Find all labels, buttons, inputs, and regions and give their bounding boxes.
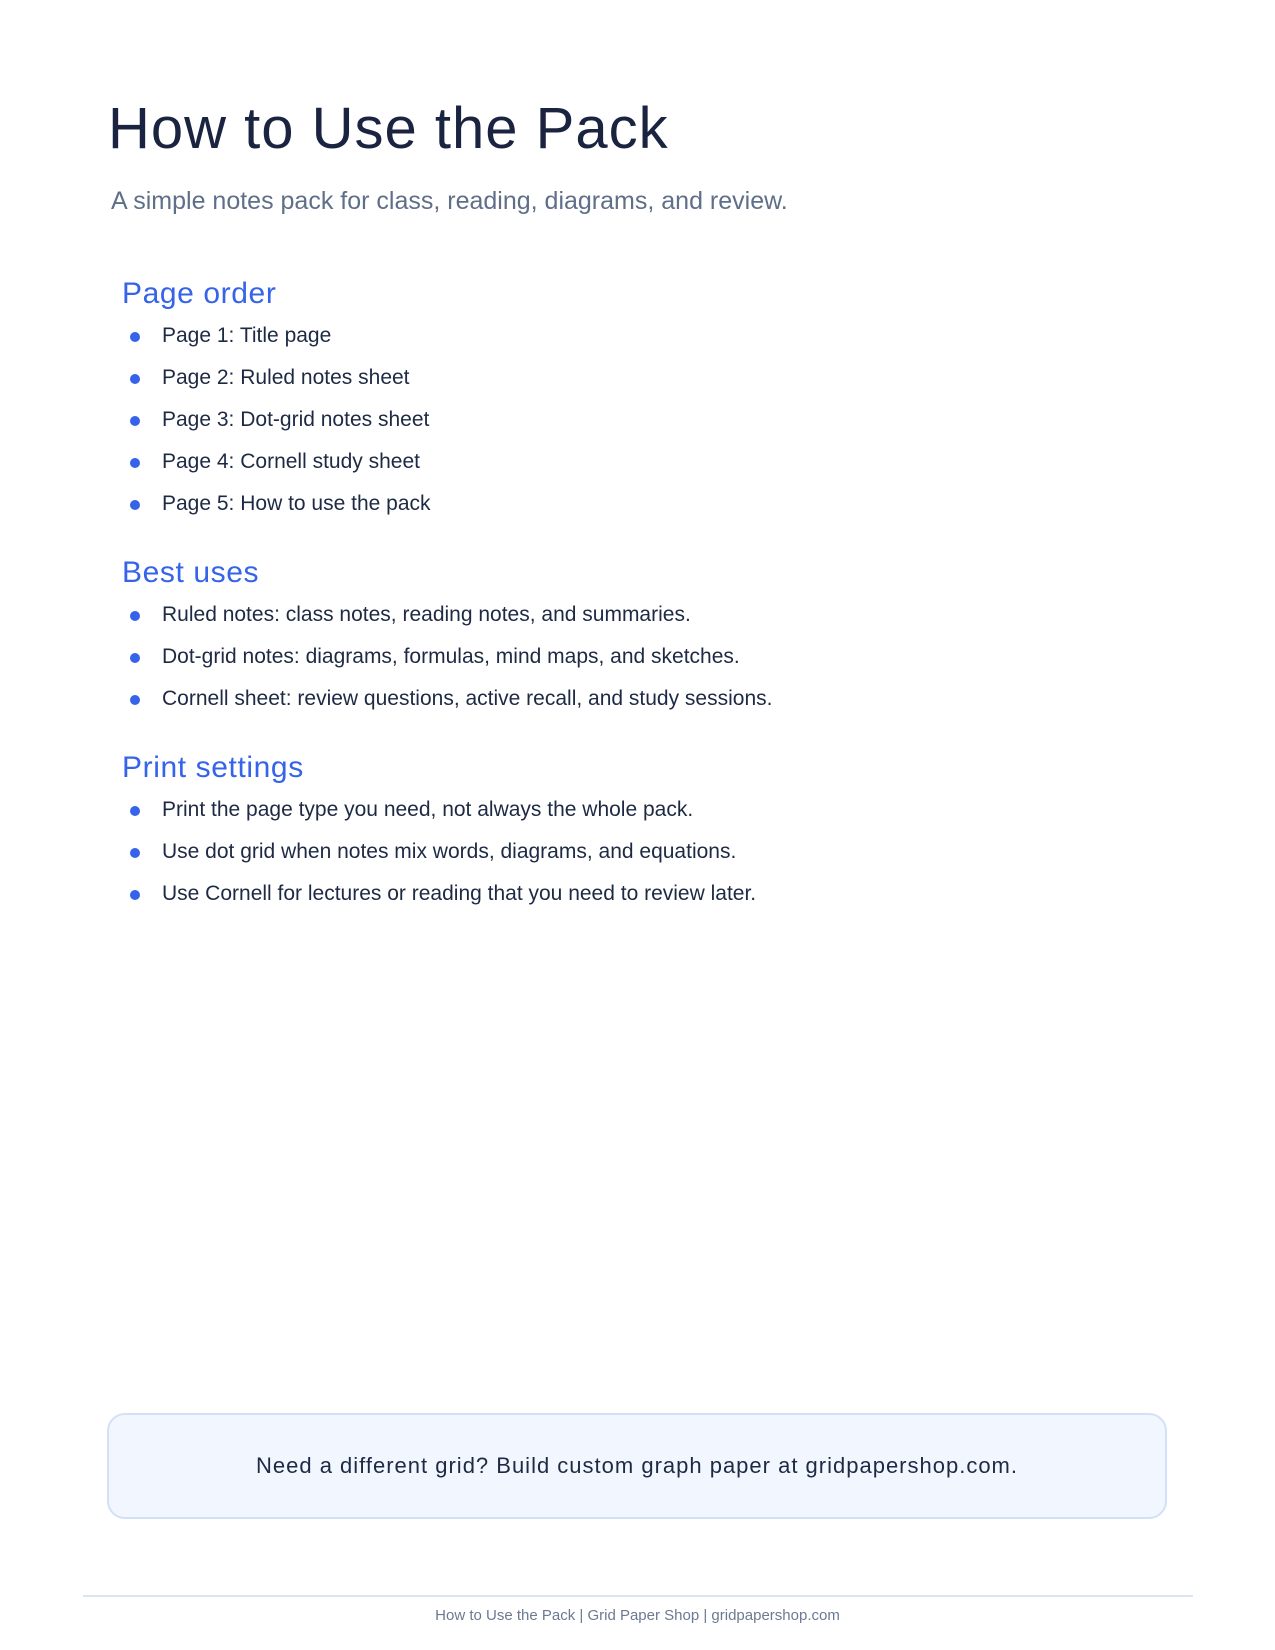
list-item-text: Page 2: Ruled notes sheet [162, 366, 410, 389]
bullet-list [122, 321, 1122, 531]
bullet-icon [130, 695, 140, 705]
cta-callout-box [107, 1413, 1167, 1519]
section-page-order [122, 276, 1122, 531]
cta-text: Need a different grid? Build custom graph paper at gridpapershop.com. [255, 1453, 1018, 1478]
section-heading: Print settings [122, 751, 304, 784]
bullet-icon [130, 332, 140, 342]
list-item [122, 879, 1122, 921]
list-item [122, 447, 1122, 489]
list-item [122, 642, 1122, 684]
section-heading: Best uses [122, 556, 260, 589]
list-item [122, 600, 1122, 642]
list-item-text: Page 3: Dot-grid notes sheet [162, 408, 430, 431]
list-item [122, 489, 1122, 531]
section-heading: Page order [122, 277, 277, 310]
list-item [122, 795, 1122, 837]
list-item [122, 405, 1122, 447]
bullet-list [122, 795, 1122, 921]
bullet-icon [130, 848, 140, 858]
list-item-text: Dot-grid notes: diagrams, formulas, mind maps, and sketches. [162, 645, 740, 668]
footer-divider [83, 1595, 1193, 1597]
bullet-icon [130, 416, 140, 426]
list-item-text: Cornell sheet: review questions, active recall, and study sessions. [162, 687, 773, 710]
bullet-icon [130, 500, 140, 510]
page-footer: How to Use the Pack | Grid Paper Shop | gridpapershop.com [435, 1607, 840, 1624]
list-item-text: Page 5: How to use the pack [162, 492, 431, 515]
bullet-icon [130, 458, 140, 468]
bullet-icon [130, 653, 140, 663]
list-item-text: Page 4: Cornell study sheet [162, 450, 420, 473]
list-item [122, 321, 1122, 363]
bullet-list [122, 600, 1122, 726]
bullet-icon [130, 611, 140, 621]
list-item-text: Page 1: Title page [162, 324, 332, 347]
bullet-icon [130, 806, 140, 816]
list-item [122, 837, 1122, 879]
page-subtitle: A simple notes pack for class, reading, diagrams, and review. [111, 187, 788, 215]
list-item-text: Use dot grid when notes mix words, diagrams, and equations. [162, 840, 737, 863]
section-best-uses [122, 555, 1122, 726]
list-item [122, 363, 1122, 405]
list-item [122, 684, 1122, 726]
bullet-icon [130, 374, 140, 384]
list-item-text: Ruled notes: class notes, reading notes, and summaries. [162, 603, 691, 626]
list-item-text: Use Cornell for lectures or reading that you need to review later. [162, 882, 757, 905]
page-title: How to Use the Pack [108, 96, 669, 161]
bullet-icon [130, 890, 140, 900]
list-item-text: Print the page type you need, not always the whole pack. [162, 798, 694, 821]
section-print-settings [122, 750, 1122, 921]
